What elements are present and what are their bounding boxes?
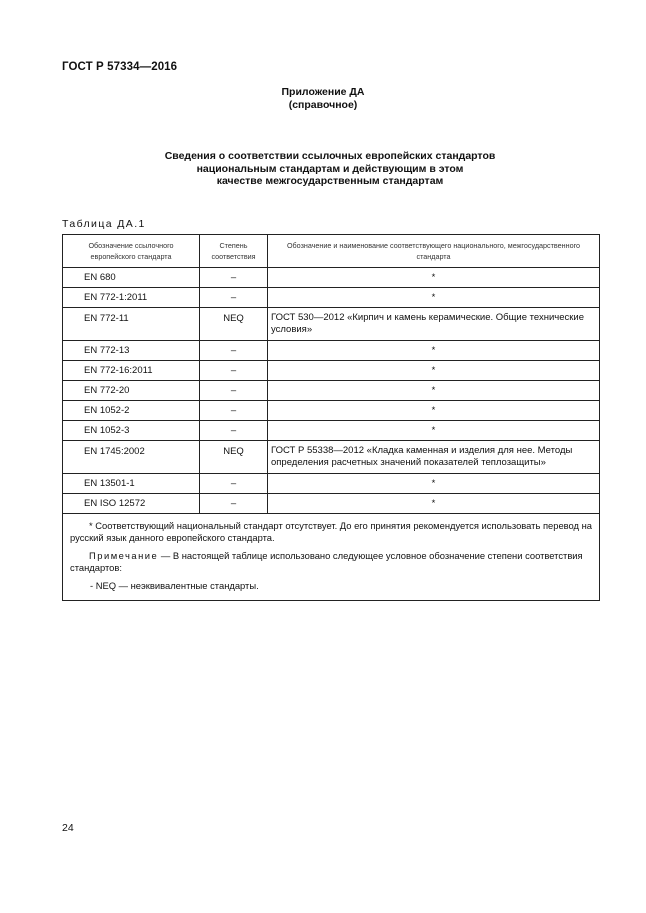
table-row bbox=[63, 474, 600, 494]
cell-reference: EN 1052-3 bbox=[63, 421, 200, 441]
table-row bbox=[63, 401, 600, 421]
cell-degree: – bbox=[200, 474, 268, 494]
table-row bbox=[63, 308, 600, 341]
cell-national: * bbox=[268, 401, 600, 421]
section-title-line: национальным стандартам и действующим в этом bbox=[196, 162, 464, 175]
cell-degree: – bbox=[200, 494, 268, 514]
cell-reference: EN ISO 12572 bbox=[63, 494, 200, 514]
table-note bbox=[70, 550, 593, 574]
section-title-line: качестве межгосударственным стандартам bbox=[216, 175, 444, 187]
column-header-national: Обозначение и наименование соответствующего национального, межгосударственного стандарта bbox=[268, 235, 600, 268]
table-header-row bbox=[63, 235, 600, 268]
cell-reference: EN 1052-2 bbox=[63, 401, 200, 421]
table-row bbox=[63, 494, 600, 514]
correspondence-table bbox=[62, 234, 600, 601]
annex-title: Приложение ДА bbox=[281, 86, 365, 98]
table-row bbox=[63, 381, 600, 401]
column-header-reference: Обозначение ссылочного европейского стандарта bbox=[63, 235, 200, 268]
note-list-item: - NEQ — неэквивалентные стандарты. bbox=[90, 580, 259, 591]
table-row bbox=[63, 268, 600, 288]
note-text: — В настоящей таблице использовано следующее условное обозначение степени соответствия стандартов: bbox=[70, 550, 583, 573]
table-row bbox=[63, 341, 600, 361]
annex-subtitle: (справочное) bbox=[288, 99, 358, 111]
table-row bbox=[63, 441, 600, 474]
cell-reference: EN 772-20 bbox=[63, 381, 200, 401]
cell-national: ГОСТ Р 55338—2012 «Кладка каменная и изделия для нее. Методы определения расчетных значений показателей теплозащиты» bbox=[268, 441, 600, 474]
cell-degree: NEQ bbox=[200, 441, 268, 474]
cell-degree: – bbox=[200, 288, 268, 308]
cell-degree: – bbox=[200, 341, 268, 361]
cell-national: * bbox=[268, 288, 600, 308]
cell-national: * bbox=[268, 361, 600, 381]
cell-national: * bbox=[268, 381, 600, 401]
page-number: 24 bbox=[62, 822, 74, 834]
cell-reference: EN 13501-1 bbox=[63, 474, 200, 494]
column-header-degree: Степень соответствия bbox=[200, 235, 268, 268]
cell-degree: – bbox=[200, 421, 268, 441]
cell-reference: EN 680 bbox=[63, 268, 200, 288]
table-footnote: * Соответствующий национальный стандарт отсутствует. До его принятия рекомендуется использовать перевод на русский язык данного европейского стандарта. bbox=[70, 520, 593, 543]
note-label: Примечание bbox=[89, 550, 159, 561]
cell-national: * bbox=[268, 421, 600, 441]
cell-reference: EN 1745:2002 bbox=[63, 441, 200, 474]
cell-reference: EN 772-1:2011 bbox=[63, 288, 200, 308]
section-title-line: Сведения о соответствии ссылочных европейских стандартов bbox=[164, 150, 496, 162]
cell-national: * bbox=[268, 474, 600, 494]
cell-reference: EN 772-13 bbox=[63, 341, 200, 361]
cell-reference: EN 772-11 bbox=[63, 308, 200, 341]
table-caption: Таблица ДА.1 bbox=[62, 218, 146, 230]
cell-degree: – bbox=[200, 361, 268, 381]
cell-degree: – bbox=[200, 401, 268, 421]
cell-national: * bbox=[268, 341, 600, 361]
cell-degree: – bbox=[200, 381, 268, 401]
document-code: ГОСТ Р 57334—2016 bbox=[62, 61, 178, 73]
cell-national: ГОСТ 530—2012 «Кирпич и камень керамические. Общие технические условия» bbox=[268, 308, 600, 341]
table-row bbox=[63, 421, 600, 441]
cell-reference: EN 772-16:2011 bbox=[63, 361, 200, 381]
table-row bbox=[63, 288, 600, 308]
table-notes bbox=[63, 514, 600, 601]
table-row bbox=[63, 361, 600, 381]
table-notes-row bbox=[63, 514, 600, 601]
cell-degree: NEQ bbox=[200, 308, 268, 341]
cell-national: * bbox=[268, 494, 600, 514]
cell-national: * bbox=[268, 268, 600, 288]
section-title bbox=[120, 150, 540, 188]
cell-degree: – bbox=[200, 268, 268, 288]
